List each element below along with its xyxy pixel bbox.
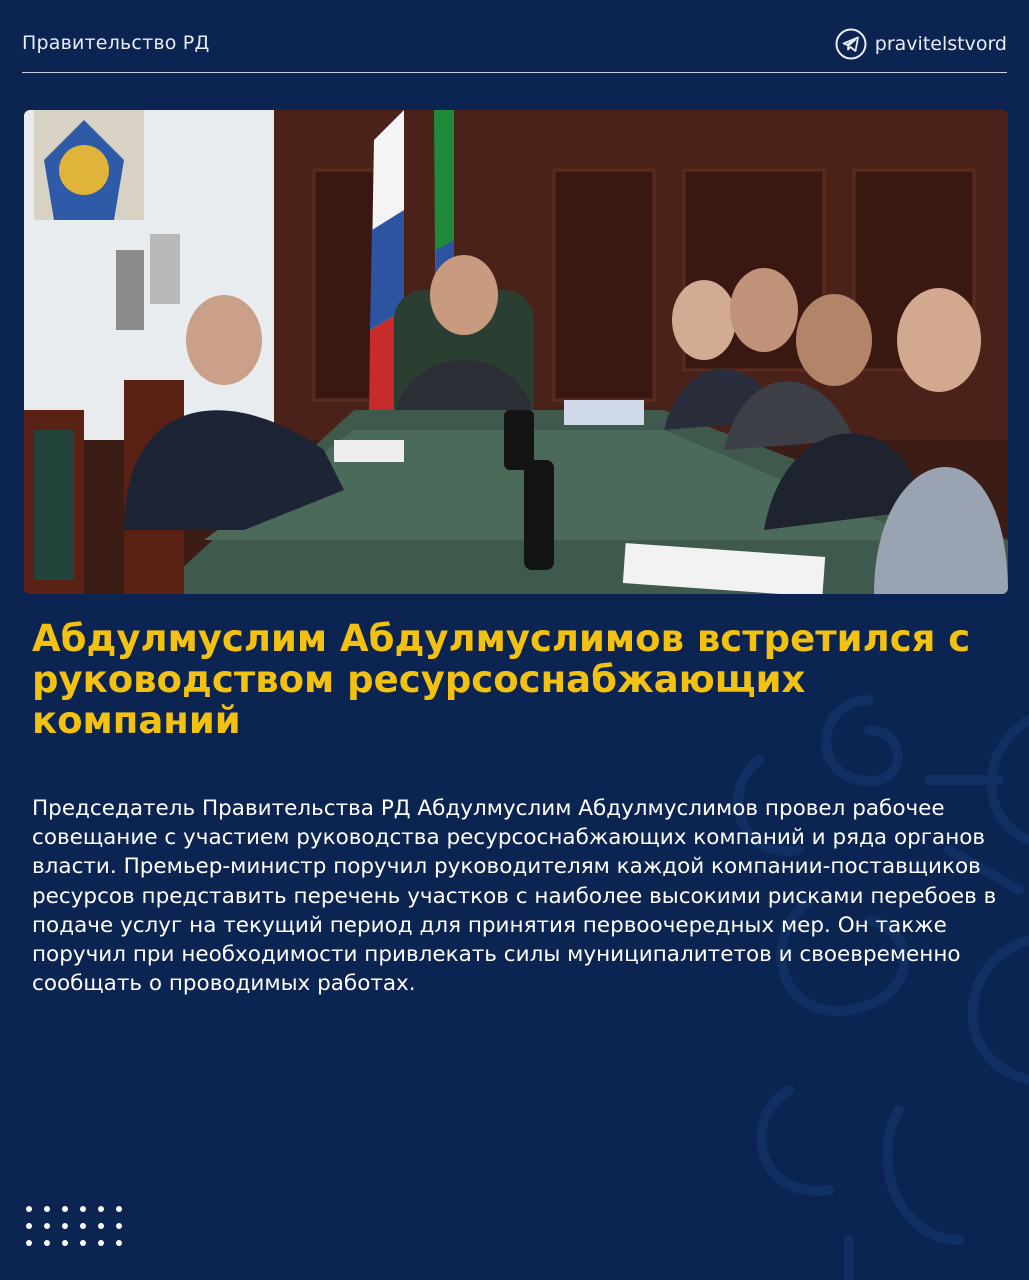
channel-handle[interactable] xyxy=(835,28,1007,60)
handle-label: pravitelstvord xyxy=(874,33,1007,55)
decorative-dots-icon xyxy=(26,1206,123,1246)
brand-label: Правительство РД xyxy=(22,32,210,54)
meeting-photo xyxy=(24,110,1008,594)
article-headline: Абдулмуслим Абдулмуслимов встретился с руководством ресурсоснабжающих компаний xyxy=(32,617,971,742)
article-body: Председатель Правительства РД Абдулмуслим Абдулмуслимов провел рабочее совещание с участием руководства ресурсоснабжающих компаний и ряда органов власти. Премьер-министр поручил руководителям каждой компании-поставщиков ресурсов представить перечень участков с наиболее высокими рисками перебоев в подаче услуг на текущий период для принятия первоочередных мер. Он также поручил при необходимости привлекать силы муниципалитетов и своевременно сообщать о проводимых работах. xyxy=(32,796,997,997)
header xyxy=(22,26,1007,73)
telegram-icon xyxy=(835,28,867,60)
